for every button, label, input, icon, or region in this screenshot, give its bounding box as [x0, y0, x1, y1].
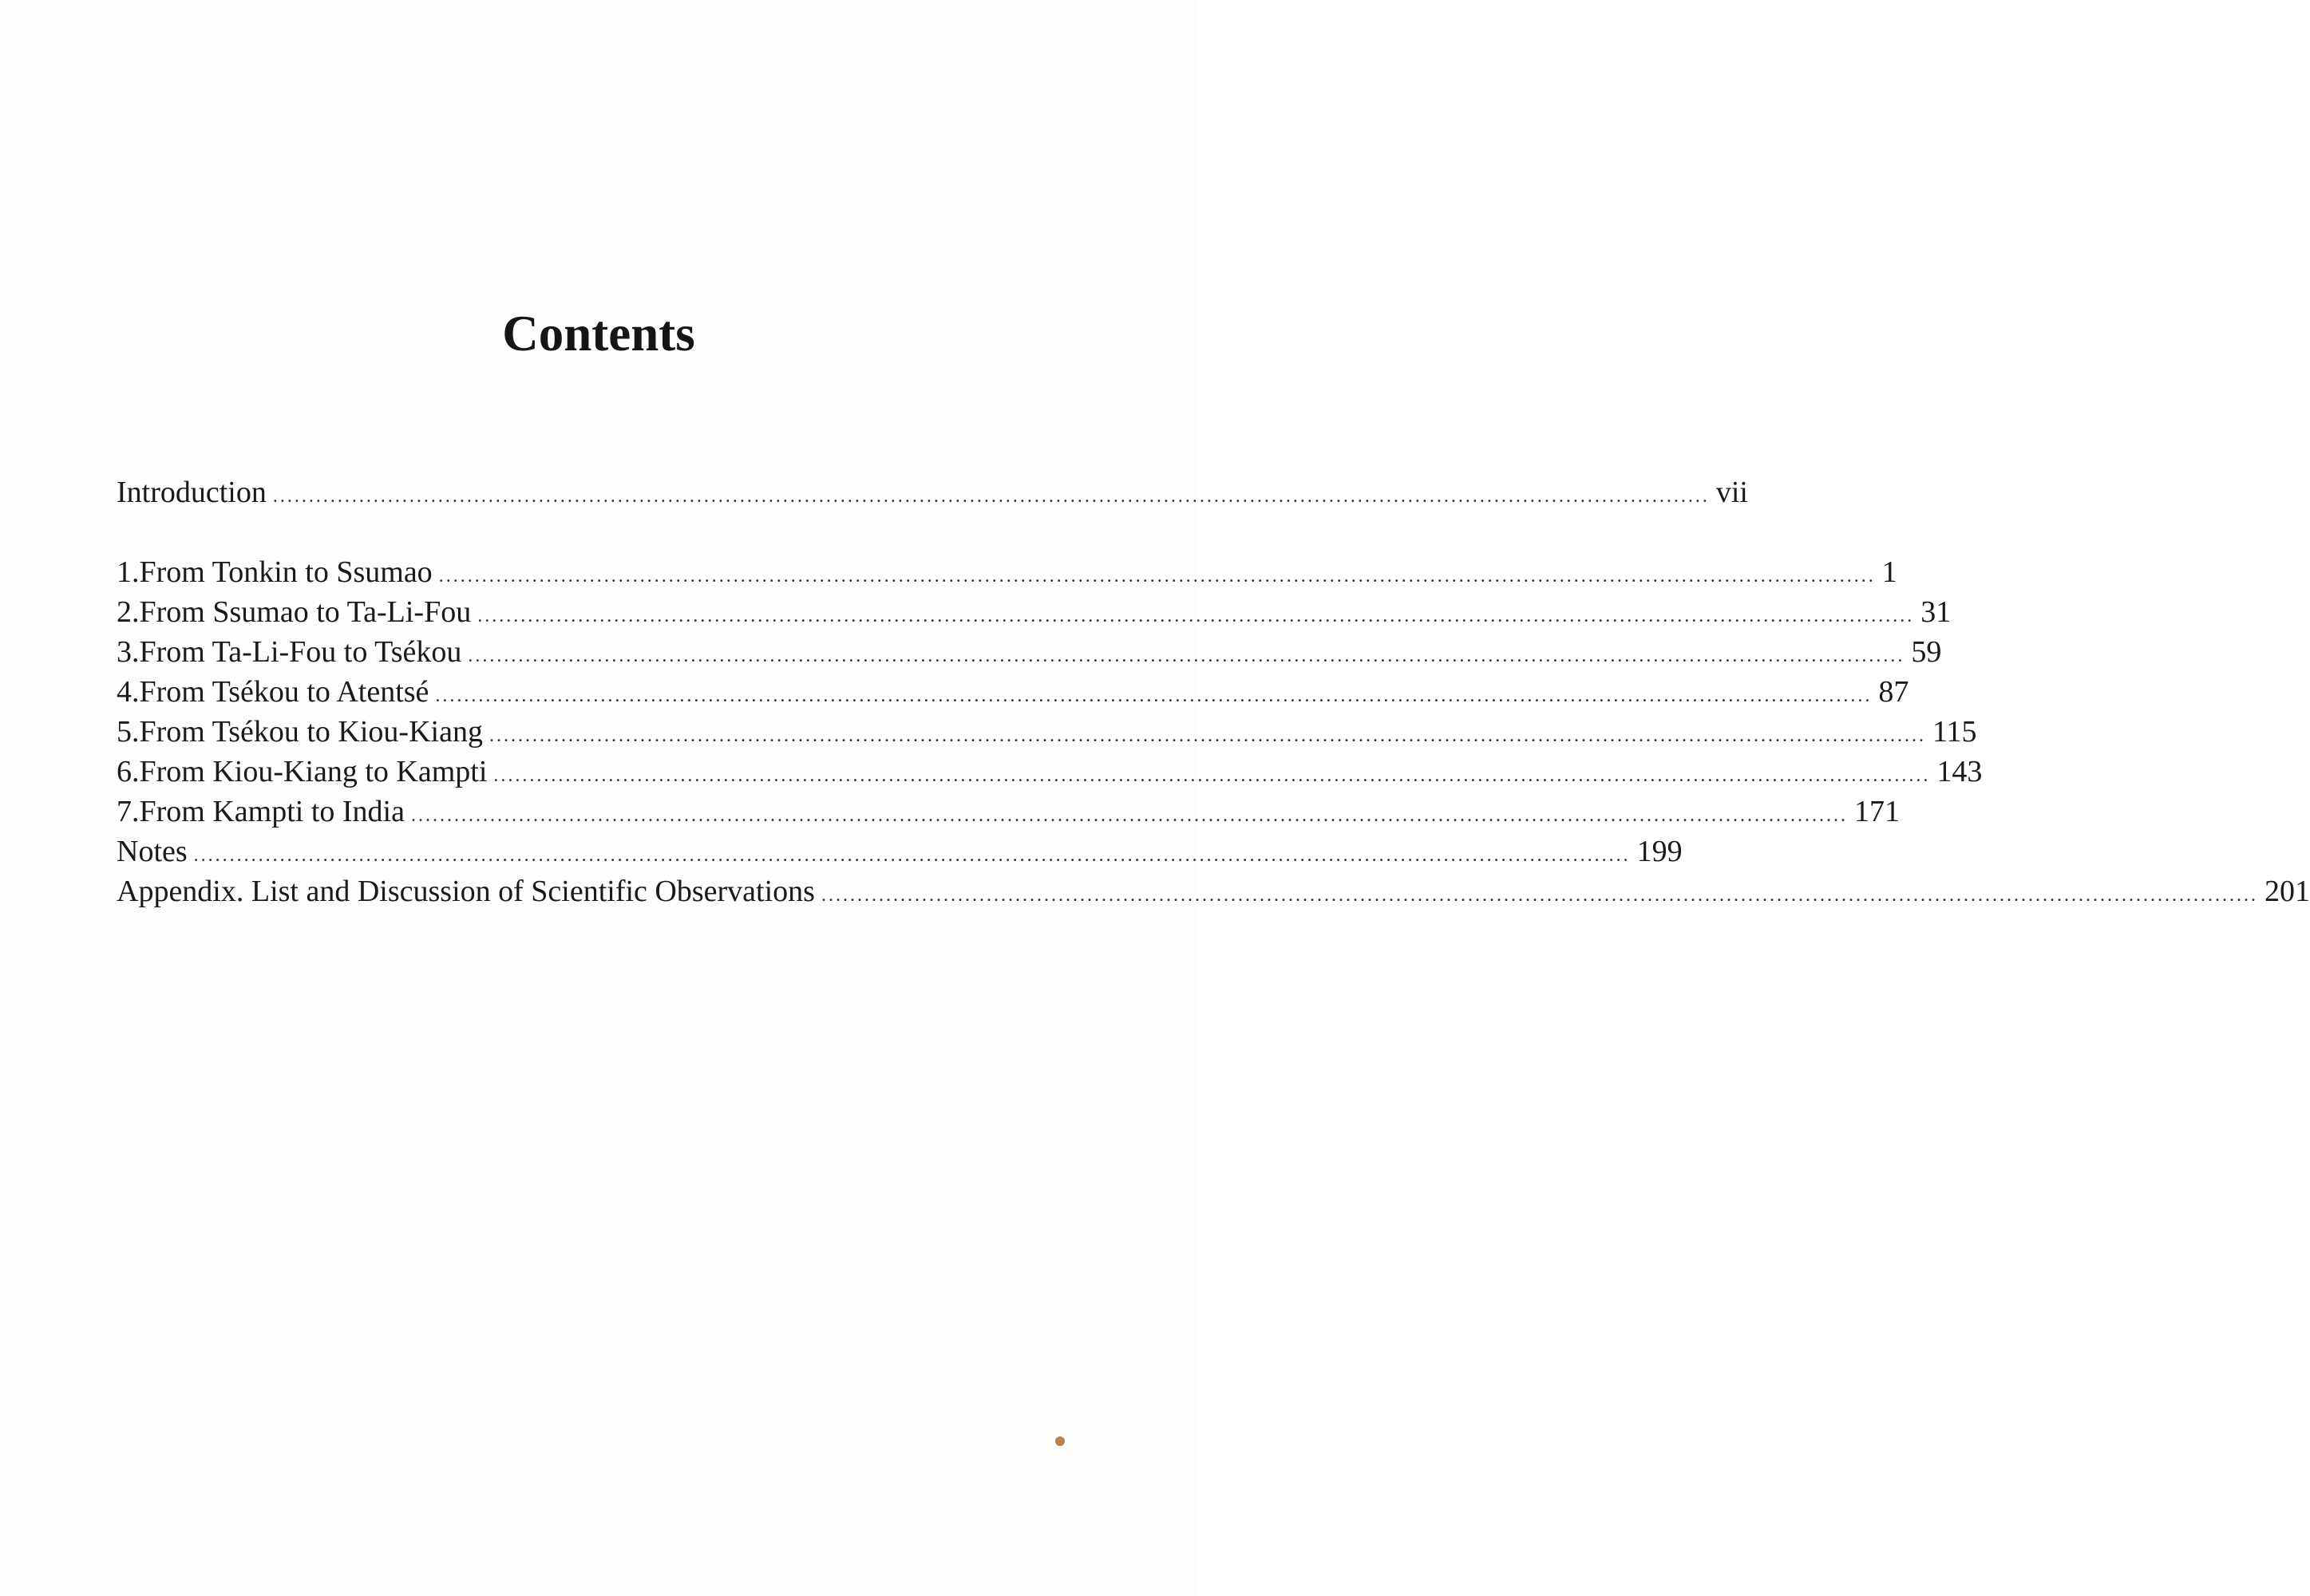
toc-entry-page: 171 [1853, 795, 1900, 828]
toc-entry-chapter-1 [117, 552, 1897, 592]
toc-entry-label: From Kampti to India [139, 795, 405, 828]
dot-leader: ........................................................................................................................................................................................................ [493, 765, 1931, 786]
toc-entry-label: From Tonkin to Ssumao [139, 555, 433, 589]
dot-leader: ........................................................................................................................................................................................................ [435, 685, 1873, 706]
dot-leader: ........................................................................................................................................................................................................ [272, 486, 1710, 507]
toc-entry-page: 31 [1920, 595, 1952, 629]
toc-entry-label: From Tsékou to Atentsé [139, 675, 429, 709]
toc-entry-label: Appendix. List and Discussion of Scientific Observations [117, 875, 815, 908]
toc-entry-number: 3. [117, 635, 140, 669]
dot-leader: ........................................................................................................................................................................................................ [438, 566, 1876, 587]
paper-speck [1055, 1436, 1065, 1446]
toc-entry-label: Notes [117, 835, 188, 868]
dot-leader: ........................................................................................................................................................................................................ [193, 845, 1631, 866]
toc-entry-page: 199 [1636, 835, 1683, 868]
toc-entry-notes [117, 832, 1683, 871]
toc-entry-page: 87 [1878, 675, 1909, 709]
toc-entry-chapter-4 [117, 672, 1909, 712]
dot-leader: ........................................................................................................................................................................................................ [468, 646, 1905, 666]
toc-entry-label: From Ta-Li-Fou to Tsékou [139, 635, 462, 669]
toc-entry-chapter-5 [117, 712, 1977, 752]
toc-entry-page: 59 [1911, 635, 1942, 669]
toc-entry-label: From Tsékou to Kiou-Kiang [139, 715, 483, 749]
dot-leader: ........................................................................................................................................................................................................ [477, 606, 1915, 626]
toc-entry-chapter-6 [117, 752, 1983, 792]
table-of-contents [117, 472, 2310, 911]
dot-leader: ........................................................................................................................................................................................................ [489, 725, 1926, 746]
page-title: Contents [502, 306, 695, 362]
toc-entry-number: 5. [117, 715, 140, 749]
toc-entry-label: From Kiou-Kiang to Kampti [139, 755, 488, 788]
toc-entry-introduction [117, 472, 1748, 512]
toc-entry-page: 143 [1936, 755, 1983, 788]
toc-entry-page: 201 [2264, 875, 2310, 908]
toc-entry-page: vii [1715, 476, 1748, 509]
dot-leader: ........................................................................................................................................................................................................ [410, 805, 1848, 826]
toc-entry-chapter-3 [117, 632, 1942, 672]
toc-entry-appendix [117, 871, 2310, 911]
toc-entry-number: 1. [117, 555, 140, 589]
toc-entry-chapter-2 [117, 592, 1952, 632]
toc-entry-number: 7. [117, 795, 140, 828]
toc-entry-number: 2. [117, 595, 140, 629]
toc-entry-number: 4. [117, 675, 140, 709]
toc-entry-label: Introduction [117, 476, 267, 509]
toc-entry-page: 115 [1932, 715, 1977, 749]
toc-entry-chapter-7 [117, 792, 1900, 832]
toc-entry-page: 1 [1881, 555, 1897, 589]
toc-entry-label: From Ssumao to Ta-Li-Fou [139, 595, 472, 629]
dot-leader: ........................................................................................................................................................................................................ [821, 885, 2258, 906]
toc-entry-number: 6. [117, 755, 140, 788]
